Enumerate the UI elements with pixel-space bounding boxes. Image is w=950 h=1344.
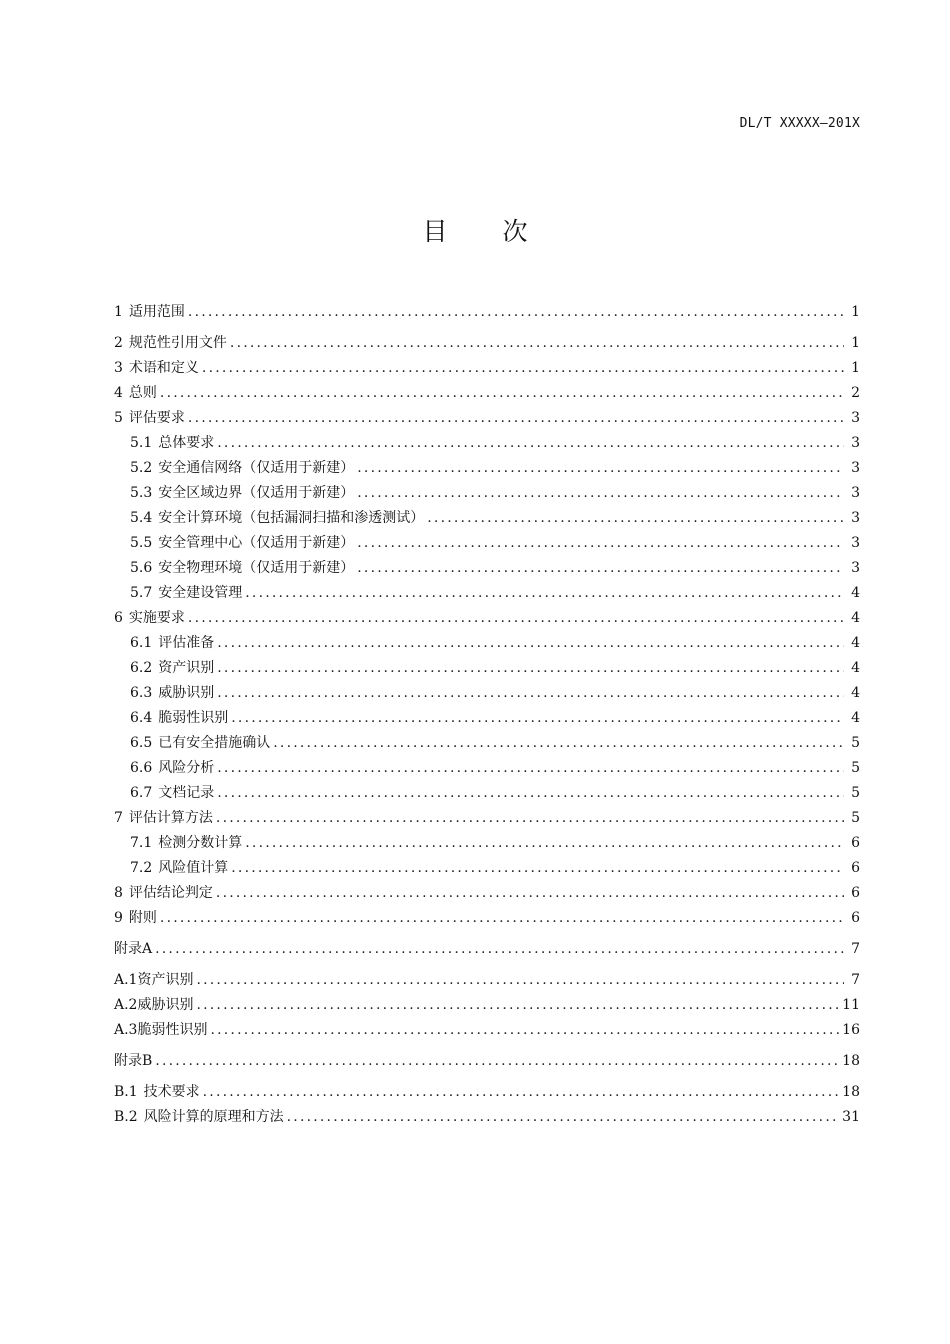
page-title: 目次 bbox=[422, 217, 583, 246]
toc-entry-7-1[interactable] bbox=[114, 831, 860, 856]
toc-entry-page: 4 bbox=[851, 685, 860, 701]
dot-leader bbox=[188, 606, 844, 631]
document-code: DL/T XXXXX—201X bbox=[739, 116, 860, 131]
toc-entry-5[interactable] bbox=[114, 406, 860, 431]
toc-entry-number: 5.5 bbox=[130, 535, 153, 551]
toc-entry-a-1[interactable] bbox=[114, 968, 860, 993]
toc-entry-label: 威胁识别 bbox=[158, 685, 215, 701]
toc-entry-page: 4 bbox=[851, 635, 860, 651]
toc-entry-page: 18 bbox=[842, 1084, 860, 1100]
toc-entry-page: 7 bbox=[851, 972, 860, 988]
toc-entry-label: 安全通信网络（仅适用于新建） bbox=[158, 460, 355, 476]
toc-entry-page: 4 bbox=[851, 710, 860, 726]
toc-entry-label: 总体要求 bbox=[158, 435, 215, 451]
toc-entry-label: 资产识别 bbox=[137, 972, 194, 988]
dot-leader bbox=[188, 300, 844, 325]
toc-entry-appendix-b[interactable] bbox=[114, 1049, 860, 1074]
toc-entry-number: 3 bbox=[114, 360, 123, 376]
toc-entry-number: 9 bbox=[114, 910, 123, 926]
toc-entry-6-1[interactable] bbox=[114, 631, 860, 656]
toc-entry-label: 安全物理环境（仅适用于新建） bbox=[158, 560, 355, 576]
toc-entry-5-1[interactable] bbox=[114, 431, 860, 456]
dot-leader bbox=[245, 831, 844, 856]
toc-entry-6-4[interactable] bbox=[114, 706, 860, 731]
dot-leader bbox=[287, 1105, 841, 1130]
toc-entry-label: 脆弱性识别 bbox=[158, 710, 229, 726]
toc-entry-page: 3 bbox=[851, 510, 860, 526]
toc-entry-number: 1 bbox=[114, 304, 123, 320]
toc-entry-label: 文档记录 bbox=[158, 785, 215, 801]
toc-entry-page: 3 bbox=[851, 485, 860, 501]
toc-entry-2[interactable] bbox=[114, 331, 860, 356]
toc-entry-number: 6.3 bbox=[130, 685, 153, 701]
toc-entry-number: 6.5 bbox=[130, 735, 153, 751]
toc-entry-page: 4 bbox=[851, 610, 860, 626]
toc-entry-number: 5.4 bbox=[130, 510, 153, 526]
toc-entry-page: 1 bbox=[851, 360, 860, 376]
dot-leader bbox=[427, 506, 844, 531]
toc-entry-label: 安全区域边界（仅适用于新建） bbox=[158, 485, 355, 501]
toc-entry-5-3[interactable] bbox=[114, 481, 860, 506]
toc-entry-page: 6 bbox=[851, 860, 860, 876]
dot-leader bbox=[230, 331, 844, 356]
toc-entry-number: B.2 bbox=[114, 1109, 138, 1125]
toc-entry-label: 评估结论判定 bbox=[128, 885, 213, 901]
toc-entry-5-4[interactable] bbox=[114, 506, 860, 531]
toc-entry-page: 5 bbox=[851, 785, 860, 801]
dot-leader bbox=[231, 706, 844, 731]
dot-leader bbox=[217, 756, 844, 781]
table-of-contents bbox=[114, 300, 860, 1130]
toc-entry-7-2[interactable] bbox=[114, 856, 860, 881]
dot-leader bbox=[216, 806, 844, 831]
toc-entry-number: 6.7 bbox=[130, 785, 153, 801]
dot-leader bbox=[155, 1049, 840, 1074]
toc-entry-label: 安全建设管理 bbox=[158, 585, 243, 601]
toc-entry-number: 7 bbox=[114, 810, 123, 826]
toc-entry-label: 安全计算环境（包括漏洞扫描和渗透测试） bbox=[158, 510, 425, 526]
toc-entry-label: 安全管理中心（仅适用于新建） bbox=[158, 535, 355, 551]
toc-entry-a-2[interactable] bbox=[114, 993, 860, 1018]
dot-leader bbox=[196, 968, 844, 993]
dot-leader bbox=[357, 481, 844, 506]
toc-entry-a-3[interactable] bbox=[114, 1018, 860, 1043]
toc-entry-number: 5.7 bbox=[130, 585, 153, 601]
toc-entry-number: B.1 bbox=[114, 1084, 138, 1100]
toc-entry-label: 附录B bbox=[114, 1053, 153, 1069]
toc-entry-label: 检测分数计算 bbox=[158, 835, 243, 851]
toc-entry-number: 2 bbox=[114, 335, 123, 351]
dot-leader bbox=[160, 381, 844, 406]
dot-leader bbox=[217, 656, 844, 681]
dot-leader bbox=[188, 406, 844, 431]
toc-entry-page: 4 bbox=[851, 660, 860, 676]
toc-entry-label: 总则 bbox=[128, 385, 157, 401]
toc-entry-label: 术语和定义 bbox=[128, 360, 199, 376]
toc-entry-page: 3 bbox=[851, 460, 860, 476]
toc-entry-page: 2 bbox=[851, 385, 860, 401]
toc-entry-label: 规范性引用文件 bbox=[128, 335, 227, 351]
dot-leader bbox=[231, 856, 844, 881]
toc-entry-6-2[interactable] bbox=[114, 656, 860, 681]
toc-entry-page: 11 bbox=[842, 997, 860, 1013]
toc-entry-label: 脆弱性识别 bbox=[137, 1022, 208, 1038]
toc-entry-number: 6 bbox=[114, 610, 123, 626]
dot-leader bbox=[357, 556, 844, 581]
toc-entry-number: 5.6 bbox=[130, 560, 153, 576]
toc-entry-7[interactable] bbox=[114, 806, 860, 831]
dot-leader bbox=[196, 993, 840, 1018]
toc-entry-label: 风险分析 bbox=[158, 760, 215, 776]
dot-leader bbox=[216, 881, 844, 906]
toc-entry-5-7[interactable] bbox=[114, 581, 860, 606]
toc-entry-page: 1 bbox=[851, 304, 860, 320]
toc-entry-1[interactable] bbox=[114, 300, 860, 325]
toc-entry-number: 5.2 bbox=[130, 460, 153, 476]
toc-entry-3[interactable] bbox=[114, 356, 860, 381]
toc-entry-page: 3 bbox=[851, 410, 860, 426]
toc-entry-label: 风险值计算 bbox=[158, 860, 229, 876]
toc-entry-page: 5 bbox=[851, 760, 860, 776]
toc-entry-label: 实施要求 bbox=[128, 610, 185, 626]
dot-leader bbox=[217, 431, 844, 456]
toc-entry-number: A.1 bbox=[114, 972, 138, 988]
toc-entry-number: 5.1 bbox=[130, 435, 153, 451]
toc-entry-label: 评估准备 bbox=[158, 635, 215, 651]
toc-entry-9[interactable] bbox=[114, 906, 860, 931]
toc-entry-appendix-a[interactable] bbox=[114, 937, 860, 962]
toc-entry-6-5[interactable] bbox=[114, 731, 860, 756]
dot-leader bbox=[203, 1080, 841, 1105]
dot-leader bbox=[273, 731, 844, 756]
dot-leader bbox=[217, 781, 844, 806]
toc-entry-page: 6 bbox=[851, 910, 860, 926]
dot-leader bbox=[245, 581, 844, 606]
toc-entry-number: 4 bbox=[114, 385, 123, 401]
toc-entry-b-1[interactable] bbox=[114, 1080, 860, 1105]
dot-leader bbox=[217, 681, 844, 706]
dot-leader bbox=[210, 1018, 840, 1043]
toc-entry-5-5[interactable] bbox=[114, 531, 860, 556]
toc-entry-page: 7 bbox=[851, 941, 860, 957]
toc-entry-label: 风险计算的原理和方法 bbox=[143, 1109, 284, 1125]
toc-entry-b-2[interactable] bbox=[114, 1105, 860, 1130]
toc-entry-page: 3 bbox=[851, 435, 860, 451]
toc-entry-page: 31 bbox=[842, 1109, 860, 1125]
toc-entry-number: 7.1 bbox=[130, 835, 153, 851]
toc-entry-6-7[interactable] bbox=[114, 781, 860, 806]
toc-entry-page: 6 bbox=[851, 835, 860, 851]
dot-leader bbox=[357, 456, 844, 481]
toc-entry-page: 1 bbox=[851, 335, 860, 351]
toc-entry-label: 附则 bbox=[128, 910, 157, 926]
toc-entry-page: 18 bbox=[842, 1053, 860, 1069]
toc-entry-6-6[interactable] bbox=[114, 756, 860, 781]
toc-entry-number: A.2 bbox=[114, 997, 138, 1013]
toc-entry-number: 7.2 bbox=[130, 860, 153, 876]
toc-entry-number: 6.6 bbox=[130, 760, 153, 776]
toc-entry-label: 威胁识别 bbox=[137, 997, 194, 1013]
dot-leader bbox=[217, 631, 844, 656]
toc-entry-number: A.3 bbox=[114, 1022, 138, 1038]
toc-entry-page: 6 bbox=[851, 885, 860, 901]
toc-entry-page: 3 bbox=[851, 560, 860, 576]
toc-entry-number: 5 bbox=[114, 410, 123, 426]
dot-leader bbox=[357, 531, 844, 556]
toc-entry-page: 5 bbox=[851, 810, 860, 826]
toc-entry-label: 资产识别 bbox=[158, 660, 215, 676]
dot-leader bbox=[155, 937, 844, 962]
toc-entry-label: 技术要求 bbox=[143, 1084, 200, 1100]
toc-entry-number: 6.1 bbox=[130, 635, 153, 651]
toc-entry-page: 16 bbox=[842, 1022, 860, 1038]
toc-entry-8[interactable] bbox=[114, 881, 860, 906]
toc-entry-5-2[interactable] bbox=[114, 456, 860, 481]
toc-entry-number: 8 bbox=[114, 885, 123, 901]
toc-entry-page: 4 bbox=[851, 585, 860, 601]
toc-entry-6[interactable] bbox=[114, 606, 860, 631]
toc-entry-label: 附录A bbox=[114, 941, 153, 957]
toc-entry-label: 已有安全措施确认 bbox=[158, 735, 271, 751]
toc-entry-number: 5.3 bbox=[130, 485, 153, 501]
toc-entry-5-6[interactable] bbox=[114, 556, 860, 581]
toc-entry-number: 6.2 bbox=[130, 660, 153, 676]
toc-entry-4[interactable] bbox=[114, 381, 860, 406]
toc-entry-page: 3 bbox=[851, 535, 860, 551]
toc-entry-label: 评估计算方法 bbox=[128, 810, 213, 826]
toc-entry-page: 5 bbox=[851, 735, 860, 751]
dot-leader bbox=[160, 906, 844, 931]
toc-entry-label: 适用范围 bbox=[128, 304, 185, 320]
toc-entry-label: 评估要求 bbox=[128, 410, 185, 426]
dot-leader bbox=[202, 356, 844, 381]
toc-entry-6-3[interactable] bbox=[114, 681, 860, 706]
toc-entry-number: 6.4 bbox=[130, 710, 153, 726]
